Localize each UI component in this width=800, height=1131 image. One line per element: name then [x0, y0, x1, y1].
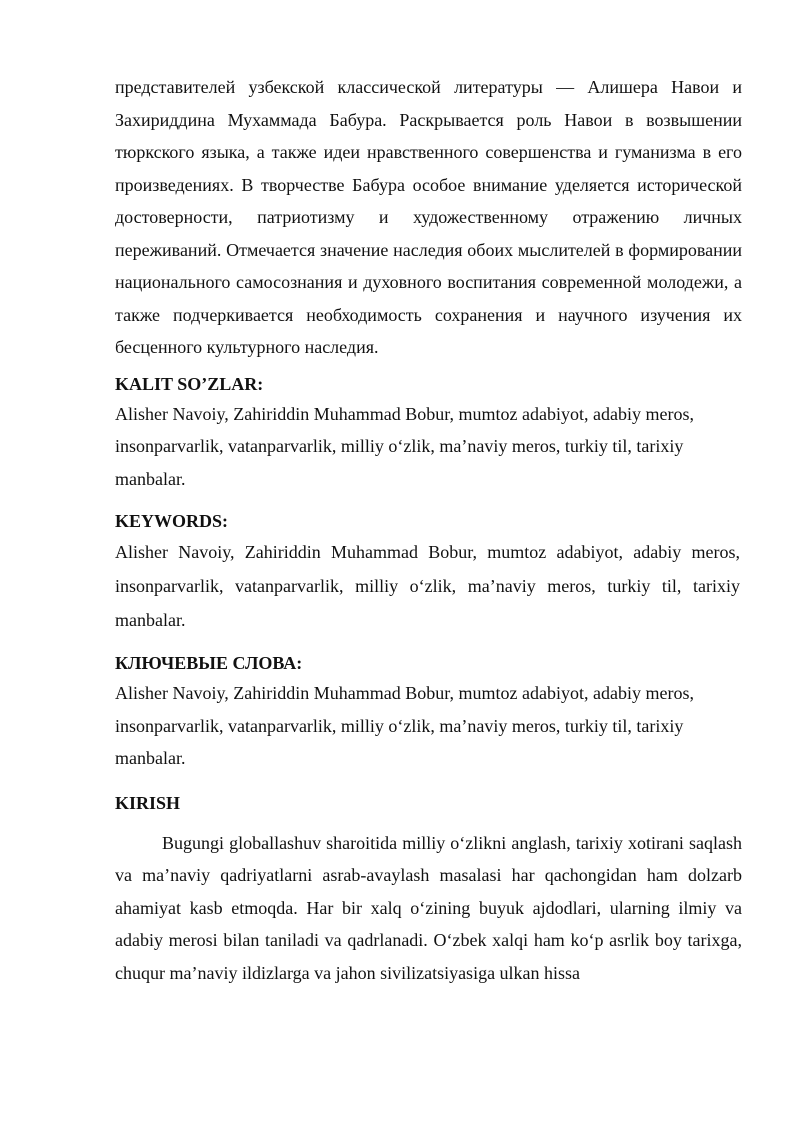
kalit-line: manbalar. — [115, 468, 186, 489]
klyuchevye-slova-text — [115, 677, 742, 775]
klyuchevye-line: insonparvarlik, vatanparvarlik, milliy o‘zlik, ma’naviy meros, turkiy til, tarixiy — [115, 715, 684, 736]
kalit-line: Alisher Navoiy, Zahiriddin Muhammad Bobur, mumtoz adabiyot, adabiy meros, — [115, 403, 694, 424]
kirish-heading: KIRISH — [115, 792, 181, 813]
klyuchevye-line: Alisher Navoiy, Zahiriddin Muhammad Bobur, mumtoz adabiyot, adabiy meros, — [115, 683, 694, 703]
klyuchevye-line: manbalar. — [115, 748, 186, 768]
kalit-sozlar-text — [115, 398, 742, 496]
keywords-text: Alisher Navoiy, Zahiriddin Muhammad Bobur, mumtoz adabiyot, adabiy meros, insonparvarlik, vatanparvarlik, milliy o‘zlik, ma’naviy meros, turkiy til, tarixiy manbalar. — [115, 542, 740, 630]
abstract-paragraph-ru: представителей узбекской классической литературы — Алишера Навои и Захириддина Мухаммада Бабура. Раскрывается роль Навои в возвышении тюркского языка, а также идеи нравственного совершенства и гуманизма в его произведениях. В творчестве Бабура особое внимание уделяется исторической достоверности, патриотизму и художественному отражению личных переживаний. Отмечается значение наследия обоих мыслителей в формировании национального самосознания и духовного воспитания современной молодежи, а также подчеркивается необходимость сохранения и научного изучения их бесценного культурного наследия. — [115, 77, 742, 357]
klyuchevye-slova-heading: КЛЮЧЕВЫЕ СЛОВА: — [115, 653, 303, 673]
kalit-sozlar-heading: KALIT SO’ZLAR: — [115, 373, 264, 394]
kalit-line: insonparvarlik, vatanparvarlik, milliy o‘zlik, ma’naviy meros, turkiy til, tarixiy — [115, 436, 684, 456]
kirish-paragraph: Bugungi globallashuv sharoitida milliy o‘zlikni anglash, tarixiy xotirani saqlash va ma’naviy qadriyatlarni asrab-avaylash masalasi har qachongidan ham dolzarb ahamiyat kasb etmoqda. Har bir xalq o‘zining buyuk ajdodlari, ularning ilmiy va adabiy merosi bilan taniladi va qadrlanadi. O‘zbek xalqi ham ko‘p asrlik boy tarixga, chuqur ma’naviy ildizlarga va jahon sivilizatsiyasiga ulkan hissa — [115, 832, 742, 983]
keywords-heading: KEYWORDS: — [115, 511, 229, 531]
